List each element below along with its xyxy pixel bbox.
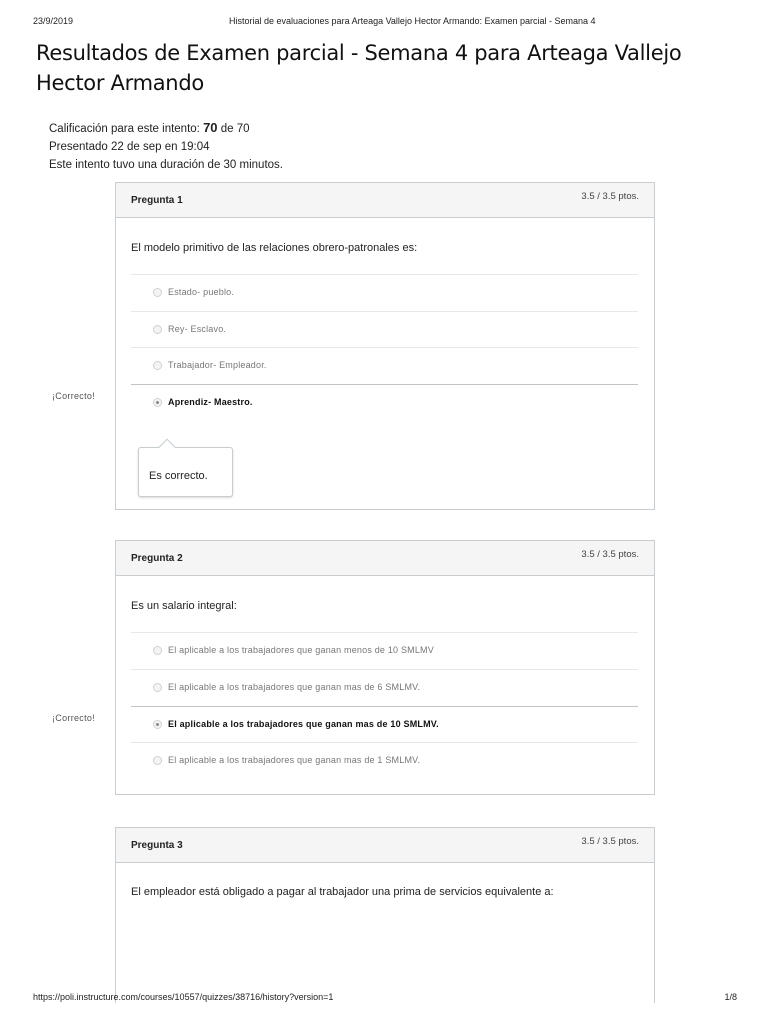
question-text: El empleador está obligado a pagar al trabajador una prima de servicios equivalente a: [131, 886, 554, 898]
score-prefix: Calificación para este intento: [49, 123, 200, 135]
question-header [116, 541, 654, 576]
question-card-1 [115, 182, 655, 510]
question-name: Pregunta 3 [131, 840, 183, 851]
question-points: 3.5 / 3.5 ptos. [581, 549, 639, 560]
question-points: 3.5 / 3.5 ptos. [581, 191, 639, 202]
attempt-summary [49, 119, 283, 174]
answer-label: El aplicable a los trabajadores que ganan mas de 1 SMLMV. [168, 755, 421, 765]
correct-tag-q1: ¡Correcto! [52, 391, 96, 401]
radio-button-icon[interactable] [153, 683, 162, 692]
question-name: Pregunta 2 [131, 553, 183, 564]
radio-button-selected-icon[interactable] [153, 720, 162, 729]
answer-option[interactable] [131, 274, 638, 311]
score-value: 70 [203, 120, 218, 135]
answer-option[interactable] [131, 347, 638, 384]
question-card-2 [115, 540, 655, 795]
answer-option[interactable] [131, 311, 638, 348]
answer-label: Rey- Esclavo. [168, 324, 227, 334]
page-number: 1/8 [724, 992, 737, 1002]
print-footer [33, 992, 737, 1006]
radio-button-icon[interactable] [153, 288, 162, 297]
radio-button-selected-icon[interactable] [153, 398, 162, 407]
answer-option[interactable] [131, 669, 638, 706]
question-points: 3.5 / 3.5 ptos. [581, 836, 639, 847]
submitted-line: Presentado 22 de sep en 19:04 [49, 141, 210, 153]
print-header [33, 16, 737, 30]
question-text: El modelo primitivo de las relaciones obrero-patronales es: [131, 242, 418, 254]
radio-button-icon[interactable] [153, 756, 162, 765]
question-header [116, 183, 654, 218]
radio-button-icon[interactable] [153, 646, 162, 655]
answer-label: El aplicable a los trabajadores que ganan menos de 10 SMLMV [168, 645, 434, 655]
radio-button-icon[interactable] [153, 325, 162, 334]
answer-comment-text: Es correcto. [149, 470, 208, 482]
radio-button-icon[interactable] [153, 361, 162, 370]
answer-label: Aprendiz- Maestro. [168, 397, 253, 407]
answer-label: Estado- pueblo. [168, 287, 235, 297]
answer-comment [138, 447, 233, 497]
question-header [116, 828, 654, 863]
question-name: Pregunta 1 [131, 195, 183, 206]
score-line [49, 119, 283, 138]
answer-label: Trabajador- Empleador. [168, 360, 267, 370]
question-text: Es un salario integral: [131, 600, 237, 612]
correct-tag-q2: ¡Correcto! [52, 713, 96, 723]
answer-option-selected[interactable] [131, 384, 638, 421]
page-title: Resultados de Examen parcial - Semana 4 para Arteaga Vallejo Hector Armando [36, 41, 682, 95]
answer-option[interactable] [131, 742, 638, 779]
answer-option[interactable] [131, 632, 638, 669]
answer-label: El aplicable a los trabajadores que ganan mas de 10 SMLMV. [168, 719, 439, 729]
score-suffix: de 70 [220, 123, 250, 135]
print-date: 23/9/2019 [33, 16, 74, 26]
question-card-3 [115, 827, 655, 1003]
duration-line: Este intento tuvo una duración de 30 minutos. [49, 159, 283, 171]
answer-label: El aplicable a los trabajadores que ganan mas de 6 SMLMV. [168, 682, 421, 692]
print-document-title: Historial de evaluaciones para Arteaga Vallejo Hector Armando: Examen parcial - Semana 4 [229, 16, 596, 26]
print-url: https://poli.instructure.com/courses/10557/quizzes/38716/history?version=1 [33, 992, 334, 1002]
answer-option-selected[interactable] [131, 706, 638, 743]
